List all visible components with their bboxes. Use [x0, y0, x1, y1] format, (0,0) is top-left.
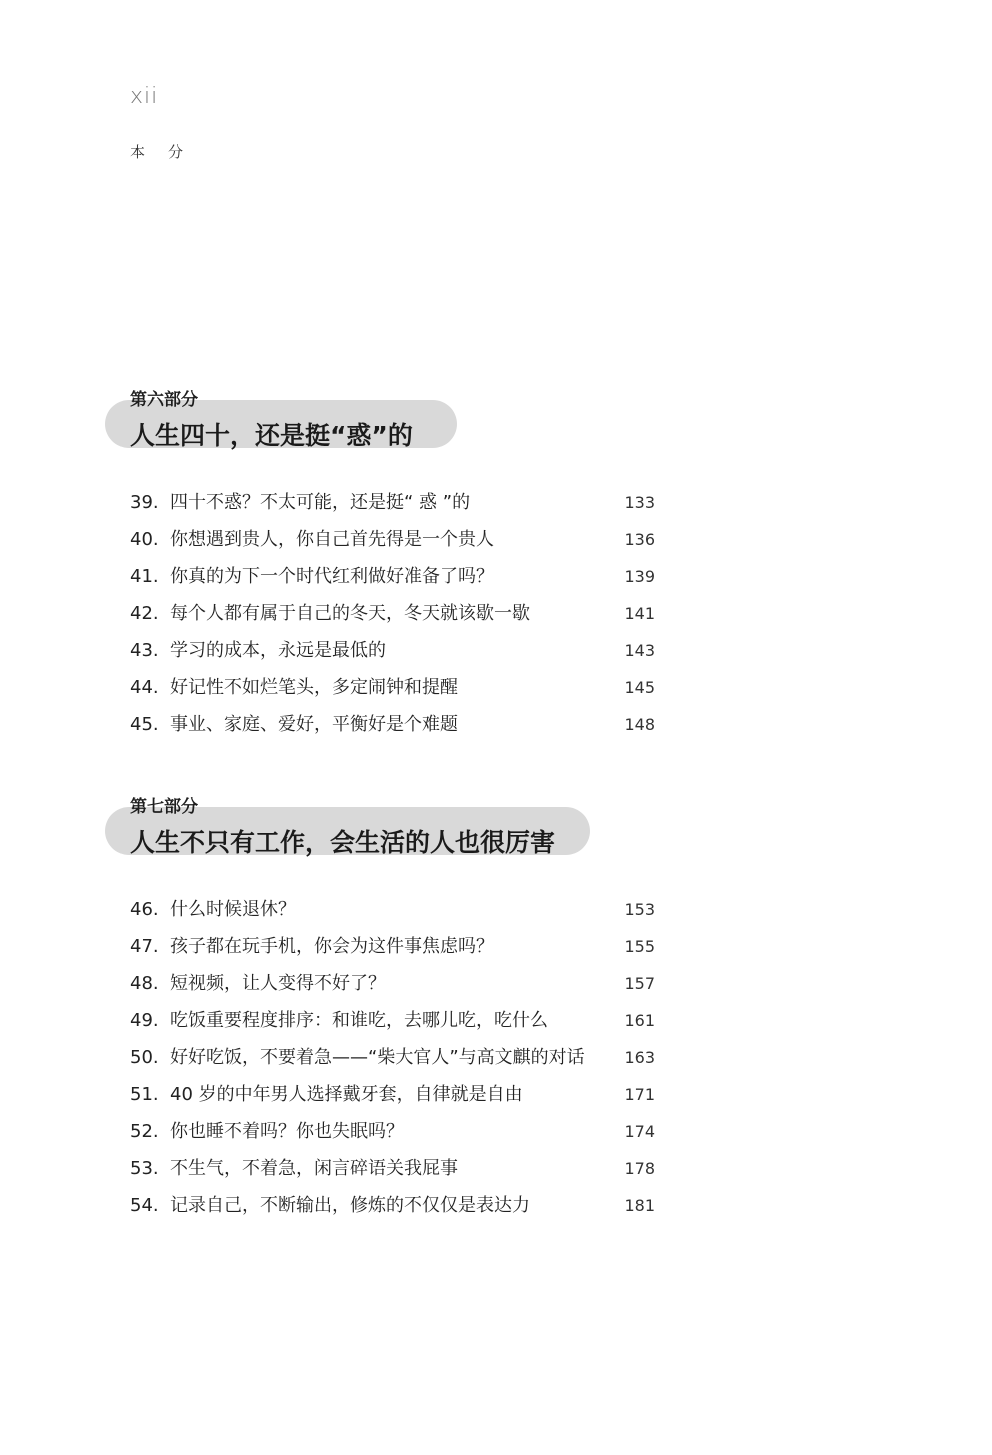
- header-char: 分: [168, 143, 185, 161]
- toc-entry[interactable]: [130, 1113, 660, 1150]
- toc-entry-page: 178: [624, 1159, 655, 1178]
- toc-entry-number: 47.: [130, 936, 159, 957]
- section-label: 第六部分: [130, 390, 198, 410]
- toc-entry-number: 54.: [130, 1195, 159, 1216]
- toc-entry-page: 181: [624, 1196, 655, 1215]
- toc-entry[interactable]: [130, 1150, 660, 1187]
- toc-entry-page: 155: [624, 937, 655, 956]
- toc-entry-title: 短视频，让人变得不好了？: [170, 973, 386, 994]
- toc-entry-title: 记录自己，不断输出，修炼的不仅仅是表达力: [170, 1195, 530, 1216]
- toc-entry-title: 每个人都有属于自己的冬天，冬天就该歇一歇: [170, 603, 530, 624]
- toc-entry-title: 四十不惑？不太可能，还是挺“ 惑 ”的: [170, 492, 471, 513]
- toc-entry[interactable]: [130, 928, 660, 965]
- toc-entry-page: 136: [624, 530, 655, 549]
- toc-entry-number: 49.: [130, 1010, 159, 1031]
- page-number: xii: [130, 84, 159, 109]
- toc-entry-page: 157: [624, 974, 655, 993]
- toc-entry-number: 46.: [130, 899, 159, 920]
- toc-entry-title: 什么时候退休？: [170, 899, 296, 920]
- toc-entry-title: 孩子都在玩手机，你会为这件事焦虑吗？: [170, 936, 494, 957]
- toc-entry[interactable]: [130, 965, 660, 1002]
- toc-entry-title: 你想遇到贵人，你自己首先得是一个贵人: [170, 529, 494, 550]
- toc-entry-page: 145: [624, 678, 655, 697]
- toc-entry-title: 好好吃饭，不要着急——“柴大官人”与高文麒的对话: [170, 1047, 585, 1068]
- toc-entry-number: 42.: [130, 603, 159, 624]
- toc-entry-number: 52.: [130, 1121, 159, 1142]
- toc-entry[interactable]: [130, 1002, 660, 1039]
- toc-entry-page: 153: [624, 900, 655, 919]
- toc-entry-title: 不生气，不着急，闲言碎语关我屁事: [170, 1158, 458, 1179]
- toc-entry-number: 40.: [130, 529, 159, 550]
- toc-entry-number: 43.: [130, 640, 159, 661]
- toc-entry-title: 学习的成本，永远是最低的: [170, 640, 386, 661]
- toc-entry-page: 163: [624, 1048, 655, 1067]
- section-title: 人生不只有工作，会生活的人也很厉害: [130, 828, 556, 857]
- toc-entry-page: 143: [624, 641, 655, 660]
- toc-entry-number: 53.: [130, 1158, 159, 1179]
- toc-entry-page: 148: [624, 715, 655, 734]
- toc-entry-title: 你真的为下一个时代红利做好准备了吗？: [170, 566, 494, 587]
- toc-entry[interactable]: [130, 706, 660, 743]
- toc-entry-page: 141: [624, 604, 655, 623]
- toc-entry-page: 171: [624, 1085, 655, 1104]
- toc-entry[interactable]: [130, 632, 660, 669]
- toc-entry[interactable]: [130, 1039, 660, 1076]
- toc-entry-page: 139: [624, 567, 655, 586]
- toc-entry-number: 48.: [130, 973, 159, 994]
- toc-entry-number: 50.: [130, 1047, 159, 1068]
- toc-entry[interactable]: [130, 669, 660, 706]
- section-label: 第七部分: [130, 797, 198, 817]
- toc-entry-title: 好记性不如烂笔头，多定闹钟和提醒: [170, 677, 458, 698]
- toc-entry-title: 40 岁的中年男人选择戴牙套，自律就是自由: [170, 1084, 523, 1105]
- toc-entry-page: 174: [624, 1122, 655, 1141]
- toc-entry-number: 39.: [130, 492, 159, 513]
- toc-entry-number: 45.: [130, 714, 159, 735]
- toc-entry-title: 事业、家庭、爱好，平衡好是个难题: [170, 714, 458, 735]
- toc-entry-title: 你也睡不着吗？你也失眠吗？: [170, 1121, 404, 1142]
- toc-list: [130, 891, 660, 1224]
- toc-entry-title: 吃饭重要程度排序：和谁吃，去哪儿吃，吃什么: [170, 1010, 548, 1031]
- toc-entry-number: 51.: [130, 1084, 159, 1105]
- toc-entry-number: 41.: [130, 566, 159, 587]
- header-char: 本: [130, 143, 147, 161]
- running-header: [130, 141, 184, 162]
- toc-entry-page: 133: [624, 493, 655, 512]
- section-title: 人生四十，还是挺“惑”的: [130, 421, 413, 450]
- toc-entry[interactable]: [130, 595, 660, 632]
- toc-entry[interactable]: [130, 558, 660, 595]
- toc-entry[interactable]: [130, 521, 660, 558]
- toc-entry[interactable]: [130, 1187, 660, 1224]
- toc-entry-page: 161: [624, 1011, 655, 1030]
- toc-list: [130, 484, 660, 743]
- toc-entry-number: 44.: [130, 677, 159, 698]
- toc-entry[interactable]: [130, 1076, 660, 1113]
- toc-entry[interactable]: [130, 891, 660, 928]
- toc-entry[interactable]: [130, 484, 660, 521]
